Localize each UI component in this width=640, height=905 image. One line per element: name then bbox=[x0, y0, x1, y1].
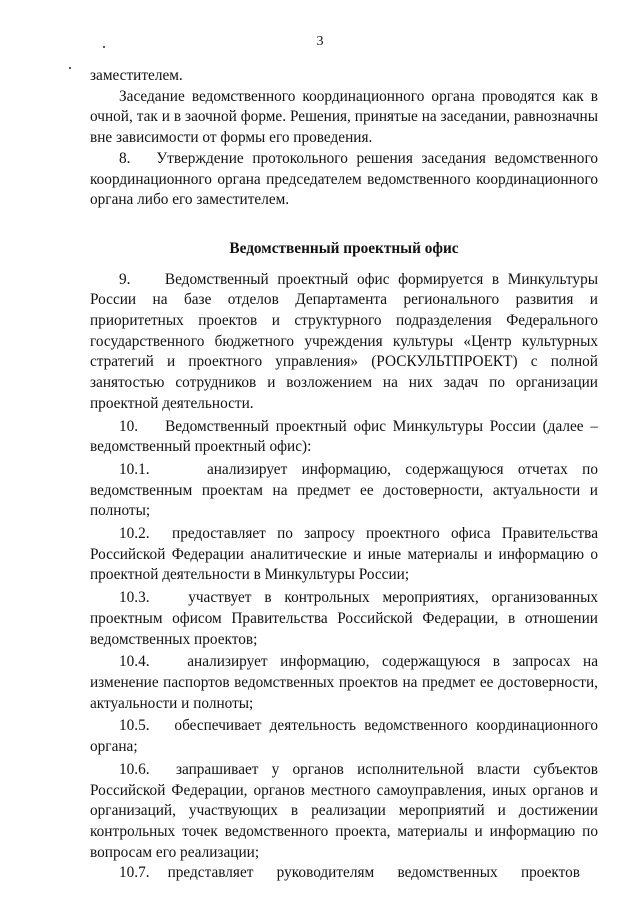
section-title: Ведомственный проектный офис bbox=[229, 239, 459, 257]
item-number: 10.7. bbox=[119, 864, 150, 882]
paragraph-item-10-7 bbox=[90, 863, 598, 884]
paragraph-item-10: 10. Ведомственный проектный офис Минкультуры России (далее – ведомственный проектный офис): bbox=[90, 417, 598, 456]
scan-speck bbox=[69, 67, 71, 69]
paragraph-item-10-5: 10.5. обеспечивает деятельность ведомственного координационного органа; bbox=[90, 717, 598, 756]
paragraph-meeting-forms: Заседание ведомственного координационного органа проводятся как в очной, так и в заочной форме. Решения, принятые на заседании, равнозначны вне зависимости от формы его проведения. bbox=[90, 87, 598, 147]
word: ведомственных bbox=[397, 864, 498, 882]
word: представляет bbox=[167, 864, 254, 882]
item-text bbox=[168, 863, 598, 884]
scan-speck bbox=[103, 46, 105, 48]
paragraph-item-10-2: 10.2. предоставляет по запросу проектного офиса Правительства Российской Федерации аналитические и иные материалы и информацию о проектной деятельности в Минкультуры России; bbox=[90, 525, 598, 584]
paragraph-item-10-4: 10.4. анализирует информацию, содержащуюся в запросах на изменение паспортов ведомственных проектов на предмет ее достоверности, актуальности и полноты; bbox=[90, 653, 598, 712]
paragraph-item-10-3: 10.3. участвует в контрольных мероприятиях, организованных проектным офисом Правительства Российской Федерации, в отношении ведомственных проектов; bbox=[90, 589, 598, 648]
paragraph-continuation: заместителем. bbox=[90, 67, 183, 84]
word: проектов bbox=[520, 864, 580, 882]
paragraph-item-8: 8. Утверждение протокольного решения заседания ведомственного координационного органа председателем ведомственного координационного органа либо его заместителем. bbox=[90, 149, 598, 209]
word: руководителям bbox=[276, 864, 375, 882]
document-body bbox=[90, 66, 598, 884]
paragraph-item-10-6: 10.6. запрашивает у органов исполнительной власти субъектов Российской Федерации, органов местного самоуправления, иных органов и организаций, участвующих в реализации мероприятий и достижении контрольных точек ведомственного проекта, материалы и информацию по вопросам его реализации; bbox=[90, 760, 598, 861]
page-number: 3 bbox=[316, 34, 324, 49]
paragraph-item-9: 9. Ведомственный проектный офис формируется в Минкультуры России на базе отделов Департамента регионального развития и приоритетных проектов и структурного подразделения Федерального государственного бюджетного учреждения культуры «Центр культурных стратегий и проектного управления» (РОСКУЛЬТПРОЕКТ) с полной занятостью сотрудников и возложением на них задач по организации проектной деятельности. bbox=[90, 270, 598, 412]
paragraph-item-10-1: 10.1. анализирует информацию, содержащуюся отчетах по ведомственным проектам на предмет ее достоверности, актуальности и полноты; bbox=[90, 460, 598, 520]
